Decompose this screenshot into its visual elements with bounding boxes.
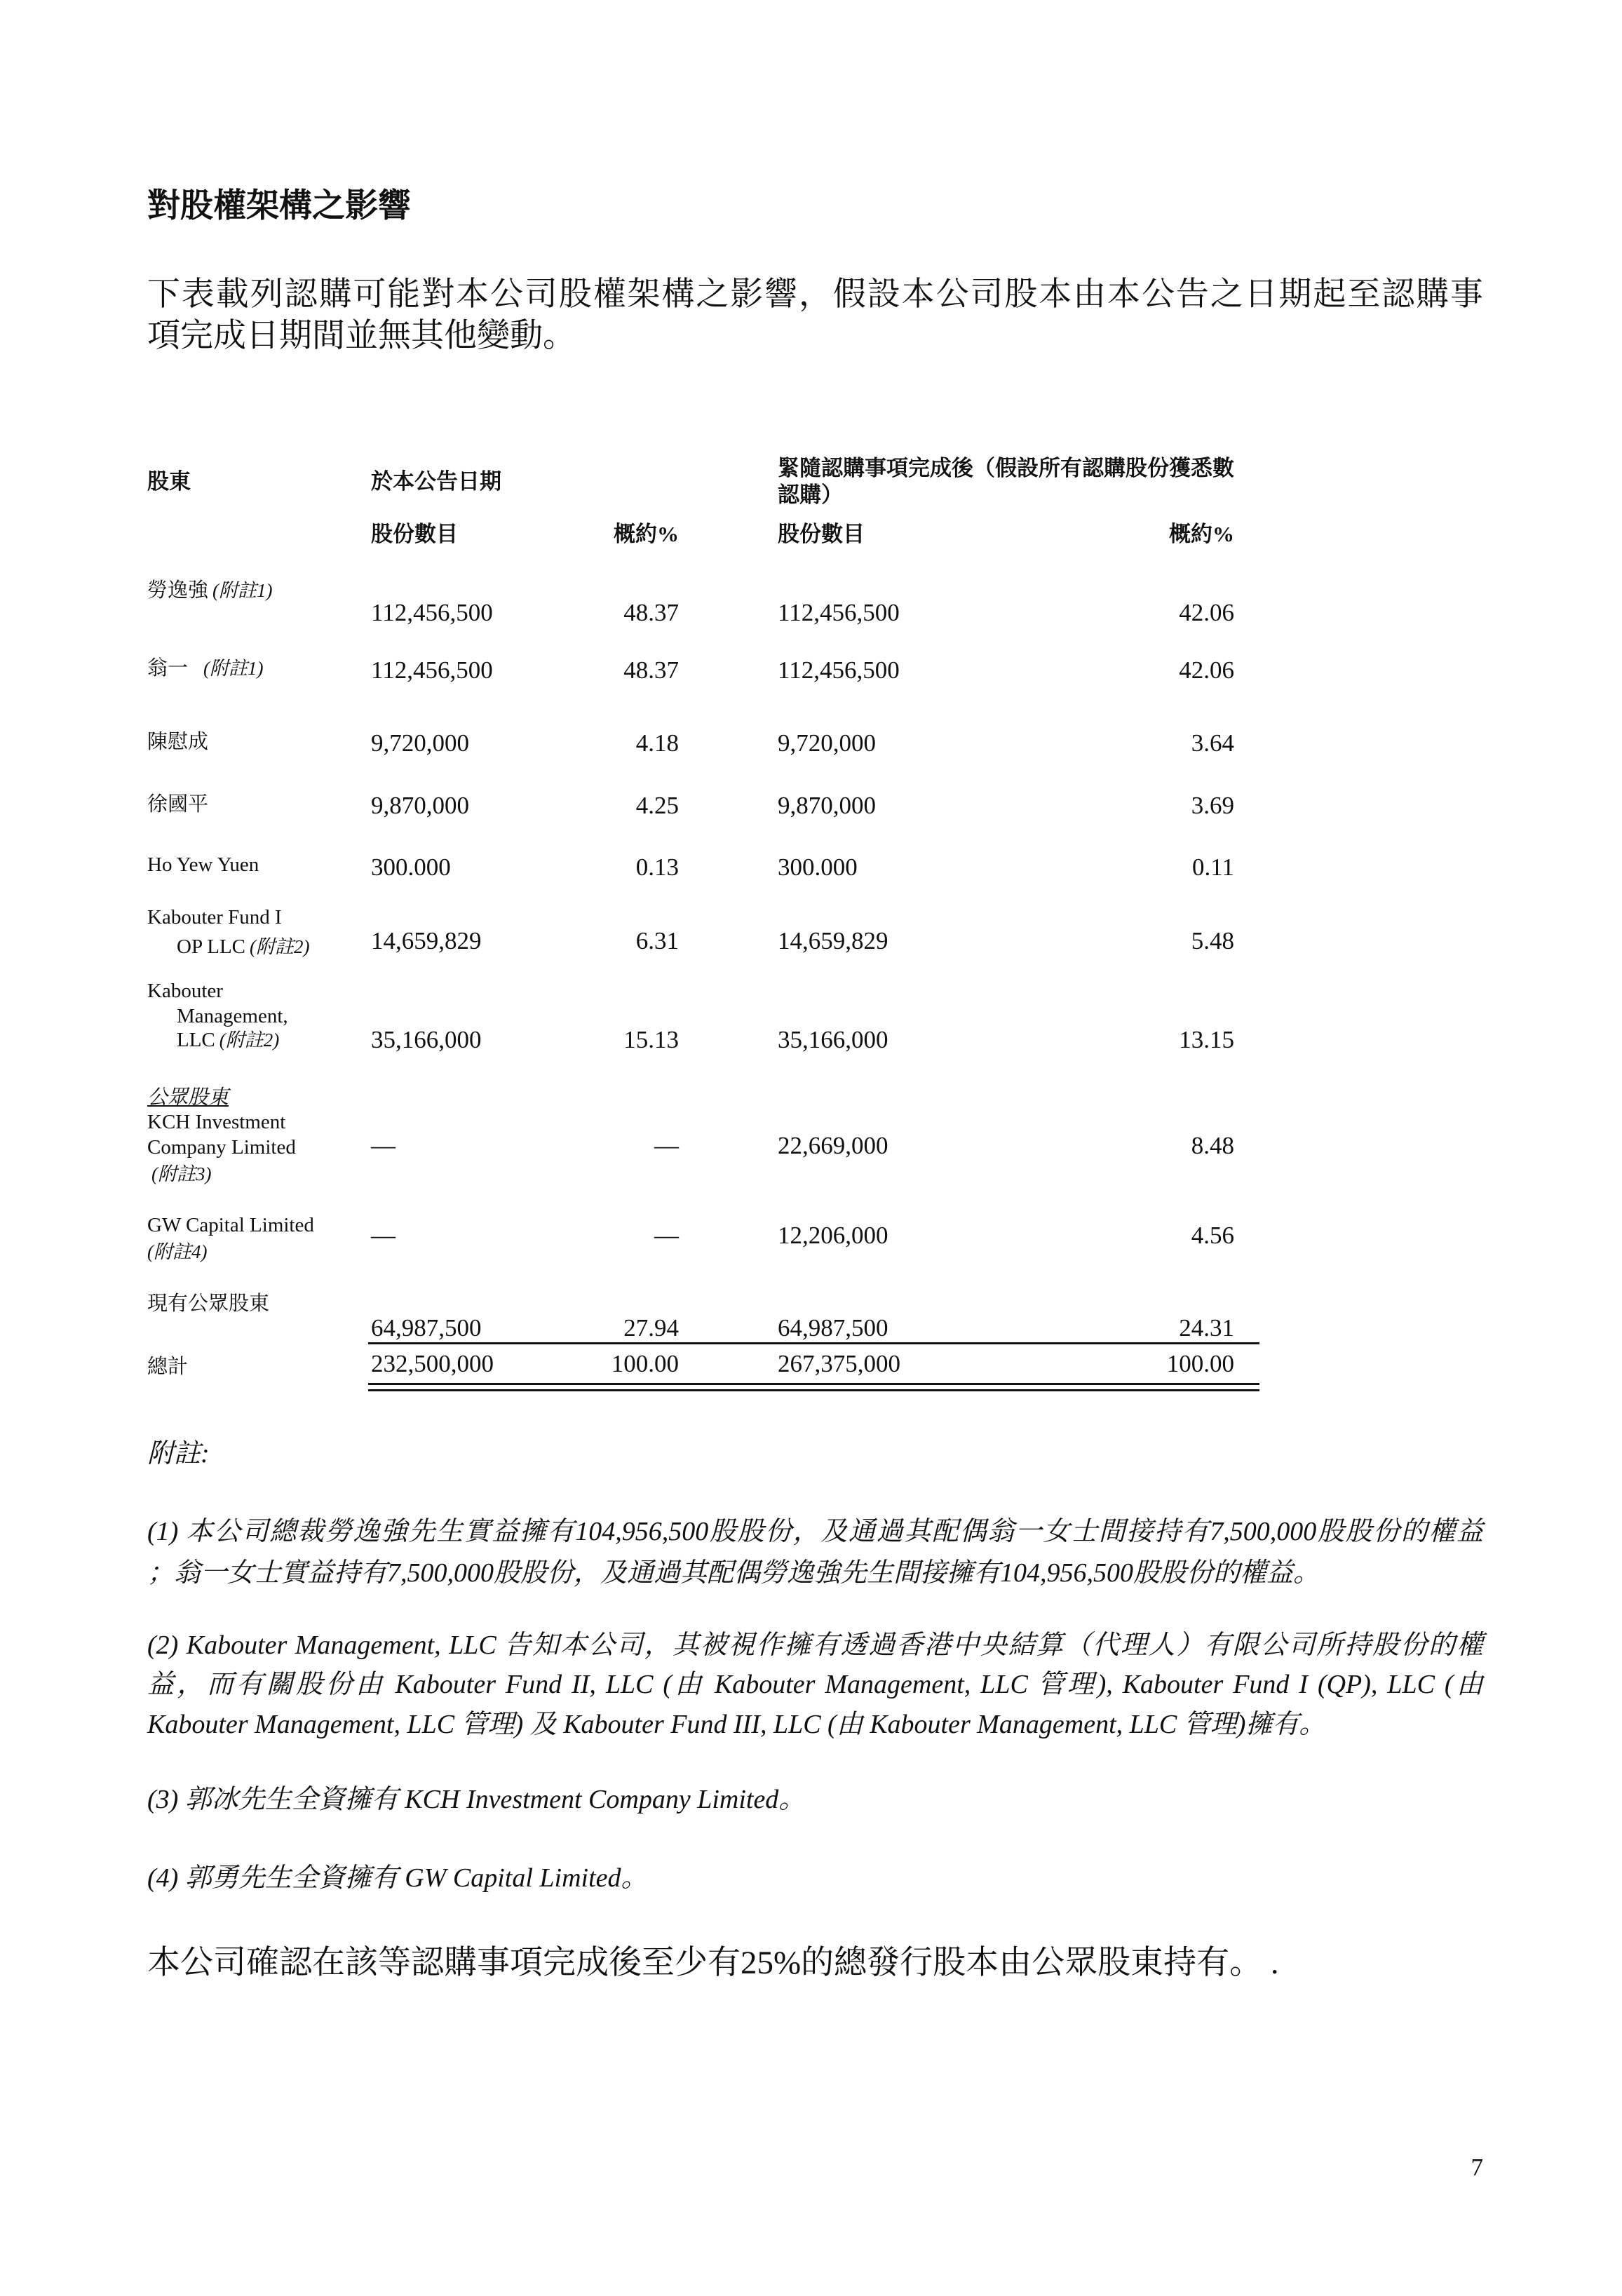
table-row	[0, 1314, 1622, 1343]
total-double-rule	[368, 1389, 1259, 1391]
pct-before: 6.31	[635, 927, 679, 954]
shareholder-name: Company Limited	[147, 1136, 296, 1159]
note-2-line: Kabouter Management, LLC 管理) 及 Kabouter Fund III, LLC (由 Kabouter Management, LLC 管理)擁有。	[147, 1710, 1326, 1739]
intro-line: 項完成日期間並無其他變動。	[147, 318, 576, 354]
table-row	[0, 791, 1622, 821]
total-double-rule	[368, 1383, 1259, 1385]
shareholder-name: KCH Investment	[147, 1111, 286, 1133]
table-row	[0, 1131, 1622, 1161]
pct-before: 48.37	[623, 656, 679, 684]
pct-after: 42.06	[1179, 599, 1234, 626]
notes-heading: 附註:	[147, 1439, 210, 1468]
shares-after: 12,206,000	[778, 1222, 888, 1249]
footnote-ref: (附註1)	[212, 580, 273, 601]
footnote-ref: (附註4)	[147, 1241, 208, 1262]
section-title: 對股權架構之影響	[147, 188, 411, 224]
pct-before: —	[654, 1222, 679, 1249]
total-shares-after: 267,375,000	[778, 1350, 900, 1377]
total-shares-before: 232,500,000	[371, 1350, 494, 1377]
table-row	[0, 729, 1622, 758]
shareholder-name: LLC	[177, 1029, 215, 1051]
pct-after: 42.06	[1179, 656, 1234, 684]
page-number: 7	[1471, 2154, 1483, 2181]
shareholder-name: Management,	[177, 1005, 288, 1027]
col-header-after-completion: 認購）	[778, 482, 843, 507]
col-header-after-completion: 緊隨認購事項完成後（假設所有認購股份獲悉數	[778, 456, 1234, 480]
shareholder-name: 陳慰成	[147, 731, 209, 753]
shareholder-name: GW Capital Limited	[147, 1214, 314, 1236]
col-header-at-date: 於本公告日期	[371, 469, 501, 494]
shares-after: 300.000	[778, 853, 858, 881]
subtotal-rule	[368, 1342, 1259, 1344]
table-row	[0, 1221, 1622, 1250]
pct-before: 4.18	[635, 729, 679, 757]
note-1-line: ；翁一女士實益持有7,500,000股股份，及通過其配偶勞逸強先生間接擁有104,956,500股股份的權益。	[147, 1558, 1320, 1588]
table-row	[0, 656, 1622, 685]
shares-before: 9,870,000	[371, 792, 469, 819]
shareholder-name: Kabouter	[147, 980, 223, 1002]
shares-before: 112,456,500	[371, 599, 493, 626]
pct-after: 0.11	[1192, 853, 1234, 881]
table-row	[0, 598, 1622, 628]
pct-after: 3.69	[1191, 792, 1234, 819]
shares-before: 9,720,000	[371, 729, 469, 757]
public-shareholders-group-label: 公眾股東	[147, 1086, 229, 1109]
table-row	[0, 853, 1622, 882]
pct-after: 4.56	[1191, 1222, 1234, 1249]
footnote-ref: (附註2)	[219, 1029, 280, 1051]
shares-before: 35,166,000	[371, 1026, 482, 1053]
total-label: 總計	[147, 1356, 189, 1378]
note-2-line: (2) Kabouter Management, LLC 告知本公司，其被視作擁有透過香港中央結算（代理人）有限公司所持股份的權	[147, 1630, 1483, 1660]
shares-after: 64,987,500	[778, 1314, 888, 1342]
shares-before: —	[371, 1222, 396, 1249]
footnote-ref: (附註2)	[250, 936, 310, 957]
shareholder-name: 徐國平	[147, 793, 209, 816]
shareholder-name: 現有公眾股東	[147, 1292, 270, 1315]
shareholder-name: Ho Yew Yuen	[147, 853, 259, 876]
note-4-line: (4) 郭勇先生全資擁有 GW Capital Limited。	[147, 1863, 648, 1893]
pct-after: 24.31	[1179, 1314, 1234, 1342]
shares-after: 14,659,829	[778, 927, 888, 954]
shareholder-name: 翁一	[147, 657, 189, 680]
table-row	[0, 926, 1622, 956]
pct-before: 4.25	[635, 792, 679, 819]
note-3-line: (3) 郭冰先生全資擁有 KCH Investment Company Limited。	[147, 1785, 806, 1814]
total-pct-after: 100.00	[1166, 1350, 1234, 1377]
shares-after: 9,720,000	[778, 729, 876, 757]
footnote-ref: (附註3)	[151, 1163, 212, 1184]
col-header-shareholder: 股東	[147, 469, 191, 494]
col-header-pct-before: 概約%	[614, 522, 679, 546]
shareholder-name: OP LLC	[177, 936, 246, 958]
col-header-shares-before: 股份數目	[371, 522, 458, 546]
col-header-pct-after: 概約%	[1169, 522, 1234, 546]
shares-after: 35,166,000	[778, 1026, 888, 1053]
shares-before: 14,659,829	[371, 927, 482, 954]
shares-before: 300.000	[371, 853, 451, 881]
pct-after: 3.64	[1191, 729, 1234, 757]
shares-after: 112,456,500	[778, 599, 900, 626]
shares-after: 9,870,000	[778, 792, 876, 819]
pct-before: 0.13	[635, 853, 679, 881]
shareholder-name: 勞逸強	[147, 579, 209, 602]
pct-after: 5.48	[1191, 927, 1234, 954]
public-float-confirmation: 本公司確認在該等認購事項完成後至少有25%的總發行股本由公眾股東持有。 .	[147, 1945, 1279, 1981]
shares-after: 112,456,500	[778, 656, 900, 684]
col-header-shares-after: 股份數目	[778, 522, 865, 546]
shares-after: 22,669,000	[778, 1132, 888, 1159]
pct-before: 27.94	[623, 1314, 679, 1342]
pct-after: 8.48	[1191, 1132, 1234, 1159]
table-row	[0, 1025, 1622, 1055]
pct-after: 13.15	[1179, 1026, 1234, 1053]
note-1-line: (1) 本公司總裁勞逸強先生實益擁有104,956,500股股份，及通過其配偶翁一女士間接持有7,500,000股股份的權益	[147, 1517, 1483, 1546]
shares-before: 64,987,500	[371, 1314, 482, 1342]
pct-before: 48.37	[623, 599, 679, 626]
pct-before: —	[654, 1132, 679, 1159]
total-row	[0, 1349, 1622, 1379]
note-2-line: 益，而有關股份由 Kabouter Fund II, LLC (由 Kabouter Management, LLC 管理), Kabouter Fund I (QP), LLC (由	[147, 1670, 1483, 1699]
shares-before: 112,456,500	[371, 656, 493, 684]
total-pct-before: 100.00	[611, 1350, 679, 1377]
intro-line: 下表載列認購可能對本公司股權架構之影響，假設本公司股本由本公告之日期起至認購事	[147, 276, 1483, 313]
pct-before: 15.13	[623, 1026, 679, 1053]
shareholder-name: Kabouter Fund I	[147, 906, 282, 928]
shares-before: —	[371, 1132, 396, 1159]
footnote-ref: (附註1)	[203, 658, 264, 679]
